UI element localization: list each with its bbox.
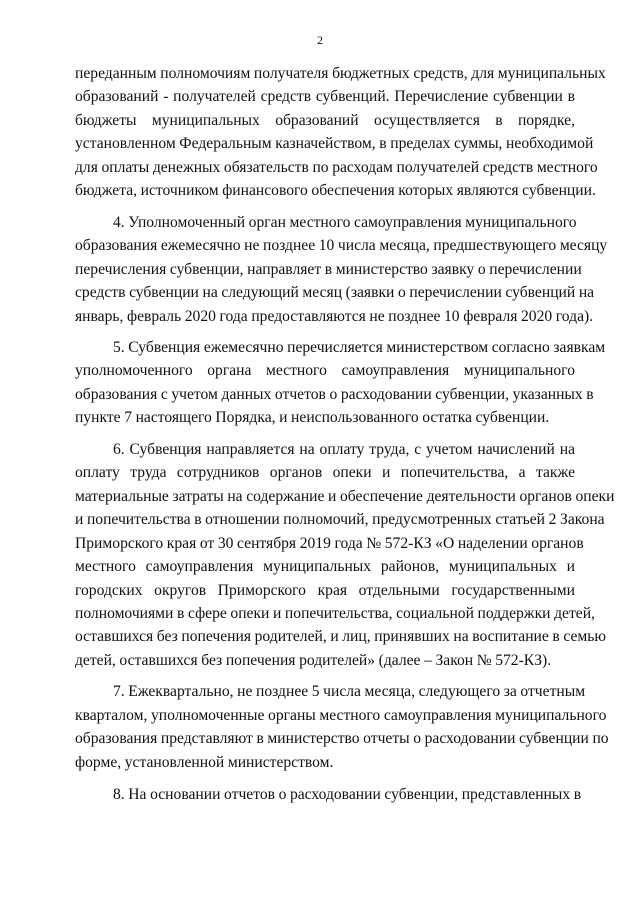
paragraph-p-continuation xyxy=(75,62,606,203)
paragraph-p-4 xyxy=(75,211,608,328)
text-line: январь, февраль 2020 года предоставляются не позднее 10 февраля 2020 года). xyxy=(75,307,594,325)
text-line: материальные затраты на содержание и обеспечение деятельности органов опеки xyxy=(75,487,615,505)
text-line: переданным полномочиям получателя бюджетных средств, для муниципальных xyxy=(75,65,606,82)
paragraph-p-6 xyxy=(75,438,615,673)
text-line: бюджета, источником финансового обеспечения которых являются субвенции. xyxy=(75,182,596,200)
text-line: Приморского края от 30 сентября 2019 года № 572-КЗ «О наделении органов xyxy=(75,534,584,552)
text-line: кварталом, уполномоченные органы местного самоуправления муниципального xyxy=(75,706,607,724)
paragraph-p-5 xyxy=(75,336,606,430)
text-line: форме, установленной министерством. xyxy=(75,753,334,771)
text-line: пункте 7 настоящего Порядка, и неиспользованного остатка субвенции. xyxy=(75,409,550,427)
text-line: оплату труда сотрудников органов опеки и попечительства, а также xyxy=(75,464,575,482)
text-line: 7. Ежеквартально, не позднее 5 числа месяца, следующего за отчетным xyxy=(113,683,586,701)
paragraph-p-8 xyxy=(75,783,582,806)
text-line: бюджеты муниципальных образований осуществляется в порядке, xyxy=(75,111,575,129)
text-line: 8. На основании отчетов о расходовании субвенции, представленных в xyxy=(113,786,582,804)
document-body xyxy=(75,62,615,807)
text-line: перечисления субвенции, направляет в министерство заявку о перечислении xyxy=(75,260,582,278)
text-line: 5. Субвенция ежемесячно перечисляется министерством согласно заявкам xyxy=(113,338,606,356)
text-line: городских округов Приморского края отдельными государственными xyxy=(75,581,575,599)
paragraph-p-7 xyxy=(75,680,609,774)
text-line: полномочиями в сфере опеки и попечительства, социальной поддержки детей, xyxy=(75,604,595,622)
text-line: образования представляют в министерство отчеты о расходовании субвенции по xyxy=(75,730,609,748)
text-line: и попечительства в отношении полномочий, предусмотренных статьей 2 Закона xyxy=(75,511,605,529)
text-line: образования ежемесячно не позднее 10 числа месяца, предшествующего месяцу xyxy=(75,237,608,255)
text-line: средств субвенции на следующий месяц (заявки о перечислении субвенций на xyxy=(75,284,595,302)
text-line: образований - получателей средств субвенций. Перечисление субвенции в xyxy=(75,88,575,106)
text-line: 4. Уполномоченный орган местного самоуправления муниципального xyxy=(113,213,577,231)
text-line: для оплаты денежных обязательств по расходам получателей средств местного xyxy=(75,158,598,176)
text-line: 6. Субвенция направляется на оплату труда, с учетом начислений на xyxy=(113,440,575,458)
text-line: уполномоченного органа местного самоуправления муниципального xyxy=(75,362,575,380)
text-line: оставшихся без попечения родителей, и лиц, принявших на воспитание в семью xyxy=(75,628,607,646)
text-line: образования с учетом данных отчетов о расходовании субвенции, указанных в xyxy=(75,385,594,403)
text-line: местного самоуправления муниципальных районов, муниципальных и xyxy=(75,558,575,576)
page-number: 2 xyxy=(317,33,323,47)
text-line: установленном Федеральным казначейством, в пределах суммы, необходимой xyxy=(75,135,594,153)
text-line: детей, оставшихся без попечения родителей» (далее – Закон № 572-КЗ). xyxy=(75,651,552,669)
